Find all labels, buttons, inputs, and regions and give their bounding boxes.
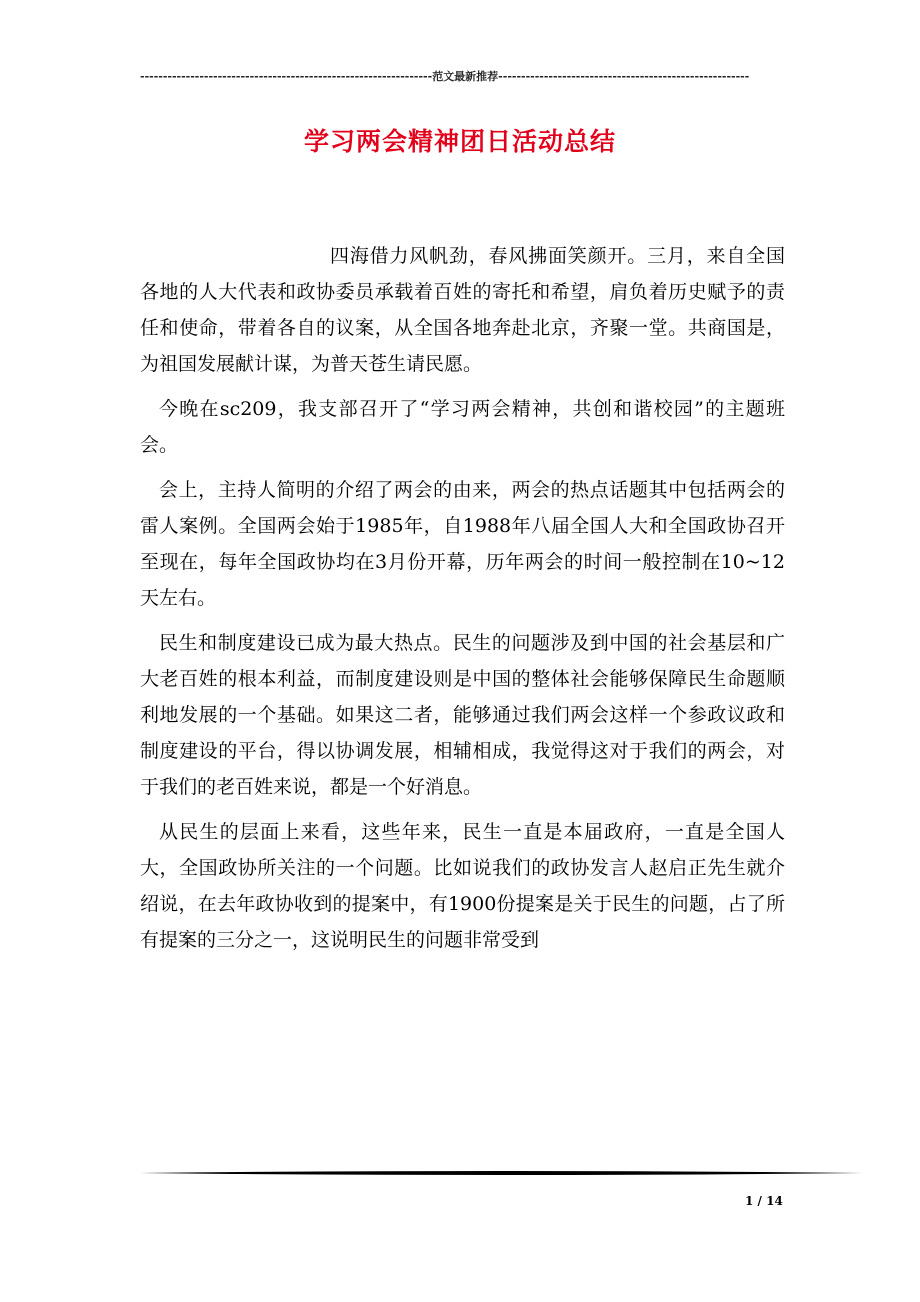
document-title: 学习两会精神团日活动总结 <box>303 127 616 156</box>
paragraph-1: 四海借力风帆劲，春风拂面笑颜开。三月，来自全国各地的人大代表和政协委员承载着百姓的寄托和希望，肩负着历史赋予的责任和使命，带着各自的议案，从全国各地奔赴北京，齐聚一堂。共商国是，为祖国发展献计谋，为普天苍生请民愿。 <box>140 245 785 375</box>
footer-rule <box>140 1170 863 1176</box>
paragraph-4: 民生和制度建设已成为最大热点。民生的问题涉及到中国的社会基层和广大老百姓的根本利益，而制度建设则是中国的整体社会能够保障民生命题顺利地发展的一个基础。如果这二者，能够通过我们两会这样一个参政议政和制度建设的平台，得以协调发展，相辅相成，我觉得这对于我们的两会，对于我们的老百姓来说，都是一个好消息。 <box>140 632 785 798</box>
document-body <box>140 238 785 967</box>
page-number: 1 / 14 <box>745 1194 783 1208</box>
page-header: ----------------------------------------------------------------范文最新推荐------------------------------------------------------- <box>140 70 750 83</box>
paragraph-5: 从民生的层面上来看，这些年来，民生一直是本届政府，一直是全国人大，全国政协所关注的一个问题。比如说我们的政协发言人赵启正先生就介绍说，在去年政协收到的提案中，有1900份提案是关于民生的问题，占了所有提案的三分之一，这说明民生的问题非常受到 <box>140 821 785 951</box>
paragraph-2: 今晚在sc209，我支部召开了“学习两会精神，共创和谐校园”的主题班会。 <box>140 398 785 456</box>
paragraph-3: 会上，主持人简明的介绍了两会的由来，两会的热点话题其中包括两会的雷人案例。全国两会始于1985年，自1988年八届全国人大和全国政协召开至现在，每年全国政协均在3月份开幕，历年两会的时间一般控制在10~12天左右。 <box>140 479 785 609</box>
